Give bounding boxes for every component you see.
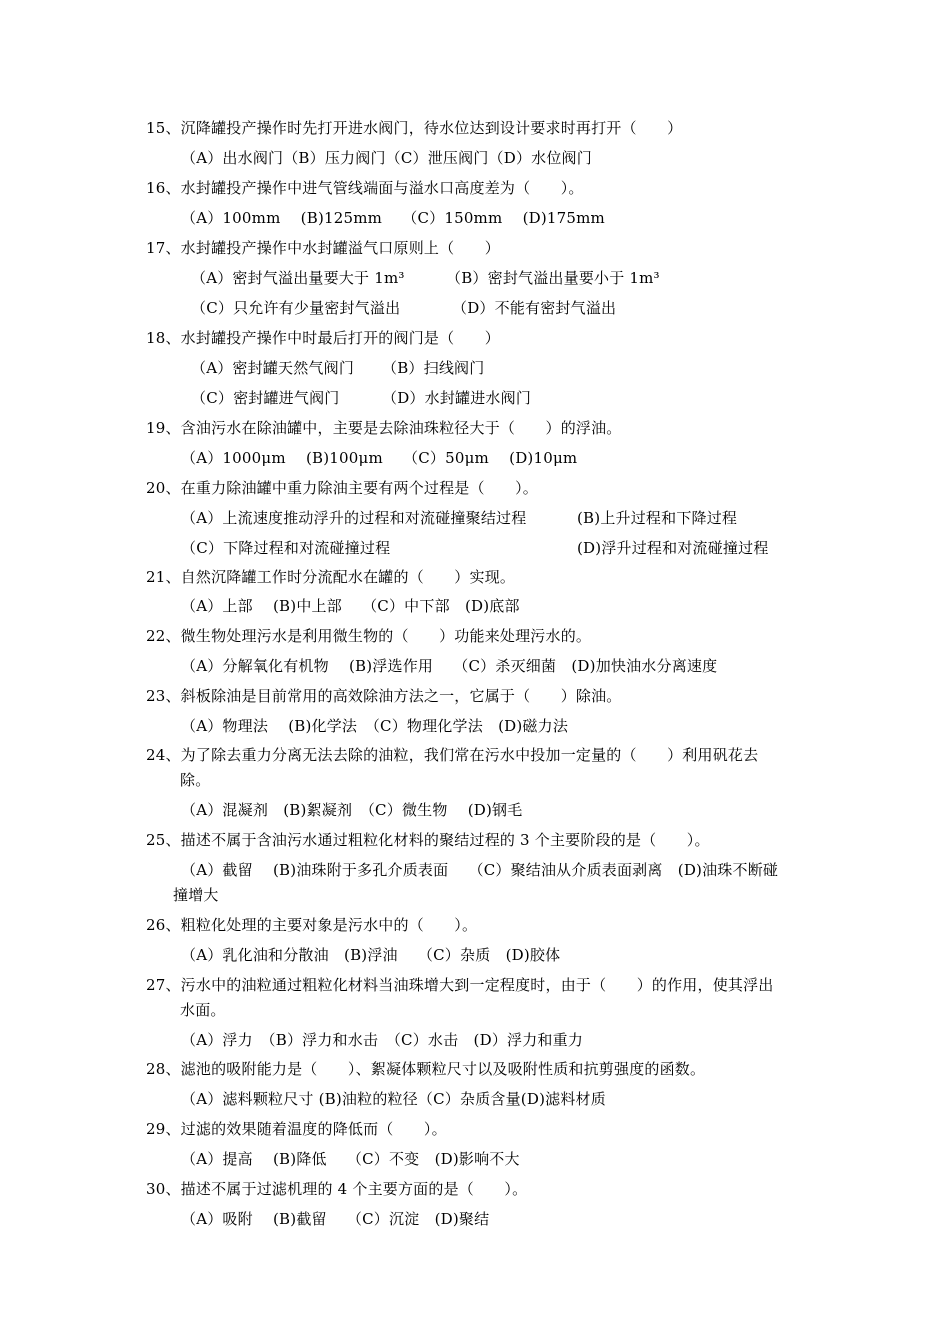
question-30-stem: 30、描述不属于过滤机理的 4 个主要方面的是（ ）。 bbox=[146, 1180, 528, 1198]
question-18-stem: 18、水封罐投产操作中时最后打开的阀门是（ ） bbox=[146, 329, 500, 347]
question-17-stem: 17、水封罐投产操作中水封罐溢气口原则上（ ） bbox=[146, 239, 500, 257]
question-18-option-d: （D）水封罐进水阀门 bbox=[382, 389, 532, 407]
question-16-options: （A）100mm (B)125mm （C）150mm (D)175mm bbox=[181, 209, 605, 227]
question-25-options: （A）截留 (B)油珠附于多孔介质表面 （C）聚结油从介质表面剥离 (D)油珠不断碰 bbox=[181, 861, 779, 879]
question-22-stem: 22、微生物处理污水是利用微生物的（ ）功能来处理污水的。 bbox=[146, 627, 592, 645]
question-19-stem: 19、含油污水在除油罐中，主要是去除油珠粒径大于（ ）的浮油。 bbox=[146, 419, 622, 437]
question-20-stem: 20、在重力除油罐中重力除油主要有两个过程是（ ）。 bbox=[146, 479, 538, 497]
question-26-stem: 26、粗粒化处理的主要对象是污水中的（ ）。 bbox=[146, 916, 478, 934]
question-22-options: （A）分解氧化有机物 (B)浮选作用 （C）杀灭细菌 (D)加快油水分离速度 bbox=[181, 657, 718, 675]
question-27-stem: 27、污水中的油粒通过粗粒化材料当油珠增大到一定程度时，由于（ ）的作用，使其浮出 bbox=[146, 976, 774, 994]
question-27-stem-continuation: 水面。 bbox=[180, 1001, 226, 1019]
question-15-options: （A）出水阀门（B）压力阀门（C）泄压阀门（D）水位阀门 bbox=[181, 149, 592, 167]
question-18-option-a: （A）密封罐天然气阀门 bbox=[191, 359, 355, 377]
question-29-options: （A）提高 (B)降低 （C）不变 (D)影响不大 bbox=[181, 1150, 520, 1168]
question-29-stem: 29、过滤的效果随着温度的降低而（ ）。 bbox=[146, 1120, 447, 1138]
question-15-stem: 15、沉降罐投产操作时先打开进水阀门，待水位达到设计要求时再打开（ ） bbox=[146, 119, 683, 137]
question-16-stem: 16、水封罐投产操作中进气管线端面与溢水口高度差为（ ）。 bbox=[146, 179, 584, 197]
question-27-options: （A）浮力 （B）浮力和水击 （C）水击 (D）浮力和重力 bbox=[181, 1031, 584, 1049]
question-23-options: （A）物理法 (B)化学法 （C）物理化学法 (D)磁力法 bbox=[181, 717, 569, 735]
question-17-option-a: （A）密封气溢出量要大于 1m³ bbox=[191, 269, 405, 287]
question-24-stem: 24、为了除去重力分离无法去除的油粒，我们常在污水中投加一定量的（ ）利用矾花去 bbox=[146, 746, 759, 764]
question-25-options-continuation: 撞增大 bbox=[173, 886, 219, 904]
question-24-options: （A）混凝剂 (B)絮凝剂 （C）微生物 (D)钢毛 bbox=[181, 801, 523, 819]
question-28-stem: 28、滤池的吸附能力是（ ）、絮凝体颗粒尺寸以及吸附性质和抗剪强度的函数。 bbox=[146, 1060, 706, 1078]
question-21-options: （A）上部 (B)中上部 （C）中下部 (D)底部 bbox=[181, 597, 520, 615]
question-20-option-a: （A）上流速度推动浮升的过程和对流碰撞聚结过程 bbox=[181, 509, 527, 527]
question-21-stem: 21、自然沉降罐工作时分流配水在罐的（ ）实现。 bbox=[146, 568, 516, 586]
question-26-options: （A）乳化油和分散油 (B)浮油 （C）杂质 (D)胶体 bbox=[181, 946, 561, 964]
question-20-option-b: (B)上升过程和下降过程 bbox=[577, 509, 738, 527]
question-19-options: （A）1000μm (B)100μm （C）50μm (D)10μm bbox=[181, 449, 578, 467]
question-20-option-c: （C）下降过程和对流碰撞过程 bbox=[181, 539, 391, 557]
question-17-option-d: （D）不能有密封气溢出 bbox=[452, 299, 617, 317]
question-24-stem-continuation: 除。 bbox=[180, 771, 211, 789]
question-25-stem: 25、描述不属于含油污水通过粗粒化材料的聚结过程的 3 个主要阶段的是（ ）。 bbox=[146, 831, 710, 849]
question-23-stem: 23、斜板除油是目前常用的高效除油方法之一，它属于（ ）除油。 bbox=[146, 687, 622, 705]
question-17-option-b: （B）密封气溢出量要小于 1m³ bbox=[446, 269, 660, 287]
question-18-option-b: （B）扫线阀门 bbox=[382, 359, 485, 377]
question-28-options: （A）滤料颗粒尺寸 (B)油粒的粒径（C）杂质含量(D)滤料材质 bbox=[181, 1090, 606, 1108]
question-17-option-c: （C）只允许有少量密封气溢出 bbox=[191, 299, 401, 317]
question-30-options: （A）吸附 (B)截留 （C）沉淀 (D)聚结 bbox=[181, 1210, 490, 1228]
question-20-option-d: (D)浮升过程和对流碰撞过程 bbox=[577, 539, 769, 557]
question-18-option-c: （C）密封罐进气阀门 bbox=[191, 389, 340, 407]
